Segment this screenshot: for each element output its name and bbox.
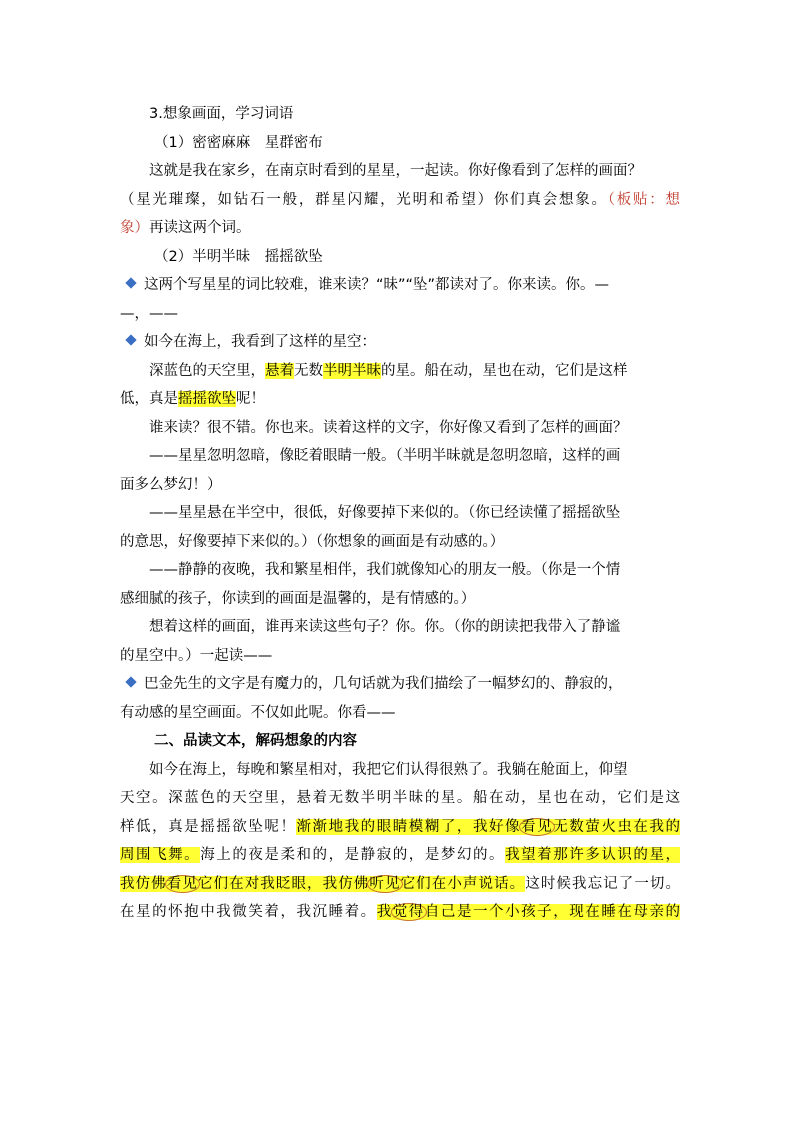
bullet-line: 这两个写星星的词比较难，谁来读？“昧”“坠”都读对了。你来读。你。— (120, 271, 680, 300)
board-note: （板贴：想 (607, 191, 680, 208)
diamond-bullet-icon (125, 334, 136, 345)
answer-line: ——星星悬在半空中，很低，好像要掉下来似的。（你已经读懂了摇摇欲坠 (149, 505, 621, 521)
paragraph-line: 想着这样的画面，谁再来读这些句子？你。你。（你的朗读把我带入了静谧 (149, 619, 621, 635)
circled-word: 听见 (369, 875, 401, 892)
text-line: 在星的怀抱中我微笑着，我沉睡着。我觉得自己是一个小孩子，现在睡在母亲的 (120, 904, 681, 920)
circled-word: 看见 (166, 875, 198, 892)
text-line: 样低，真是摇摇欲坠呢！渐渐地我的眼睛模糊了，我好像看见无数萤火虫在我的 (120, 818, 681, 835)
diamond-bullet-icon (125, 676, 136, 687)
subheading-2: （2）半明半昧 摇摇欲坠 (154, 248, 323, 265)
highlight: 我仿佛看见它们在对我眨眼，我仿佛听见它们在小声说话。 (120, 875, 526, 892)
highlight: 我望着那许多认识的星， (505, 847, 681, 863)
circled-word: 看见 (521, 818, 554, 835)
bullet-line: 巴金先生的文字是有魔力的，几句话就为我们描绘了一幅梦幻的、静寂的， (120, 670, 680, 699)
answer-line: 面多么梦幻！） (120, 476, 222, 493)
heading-3: 3.想象画面，学习词语 (149, 106, 294, 122)
text-line: 天空。深蓝色的天空里，悬着无数半明半昧的星。船在动，星也在动，它们是这 (120, 790, 680, 806)
paragraph-line: 这就是我在家乡，在南京时看到的星星，一起读。你好像看到了怎样的画面？ (149, 163, 642, 179)
text-line: 周围飞舞。海上的夜是柔和的，是静寂的，是梦幻的。我望着那许多认识的星， (120, 847, 681, 863)
subheading-1: （1）密密麻麻 星群密布 (154, 134, 323, 151)
highlight: 悬着 (265, 362, 294, 379)
paragraph-line: （星光璀璨，如钻石一般，群星闪耀，光明和希望）你们真会想象。（板贴：想 (120, 191, 680, 208)
highlight: 渐渐地我的眼睛模糊了，我好像看见无数萤火虫在我的 (296, 818, 681, 835)
answer-line: ——静静的夜晚，我和繁星相伴，我们就像知心的朋友一般。（你是一个情 (149, 562, 621, 578)
diamond-bullet-icon (125, 277, 136, 288)
quote-line: 低，真是摇摇欲坠呢！ (120, 391, 265, 407)
highlight: 我觉得自己是一个小孩子，现在睡在母亲的 (376, 904, 681, 920)
highlight: 半明半昧 (323, 362, 381, 379)
answer-line: ——星星忽明忽暗，像眨着眼睛一般。（半明半昧就是忽明忽暗，这样的画 (149, 448, 621, 464)
bullet-line: 如今在海上，我看到了这样的星空： (120, 328, 680, 357)
board-note: 象） (120, 220, 149, 236)
circled-word: 觉得 (392, 904, 425, 920)
answer-line: 感细腻的孩子，你读到的画面是温馨的，是有情感的。） (120, 590, 476, 607)
paragraph-line: 象）再读这两个词。 (120, 220, 251, 236)
highlight: 周围飞舞。 (120, 847, 201, 863)
answer-line: 的意思，好像要掉下来似的。）（你想象的画面是有动感的。） (120, 533, 505, 550)
text-line: 如今在海上，每晚和繁星相对，我把它们认得很熟了。我躺在舱面上，仰望 (149, 761, 628, 778)
text-line: 我仿佛看见它们在对我眨眼，我仿佛听见它们在小声说话。这时候我忘记了一切。 (120, 875, 681, 892)
section-heading: 二、品读文本，解码想象的内容 (154, 733, 357, 749)
document-body (120, 100, 680, 927)
highlight: 摇摇欲坠 (178, 391, 236, 407)
paragraph-line: 谁来读？很不错。你也来。读着这样的文字，你好像又看到了怎样的画面？ (149, 419, 628, 436)
paragraph-line: 的星空中。）一起读—— (120, 647, 273, 664)
paragraph-line: 有动感的星空画面。不仅如此呢。你看—— (120, 704, 396, 721)
quote-line: 深蓝色的天空里，悬着无数半明半昧的星。船在动，星也在动，它们是这样 (149, 362, 628, 379)
paragraph-line: —，—— (120, 305, 178, 322)
